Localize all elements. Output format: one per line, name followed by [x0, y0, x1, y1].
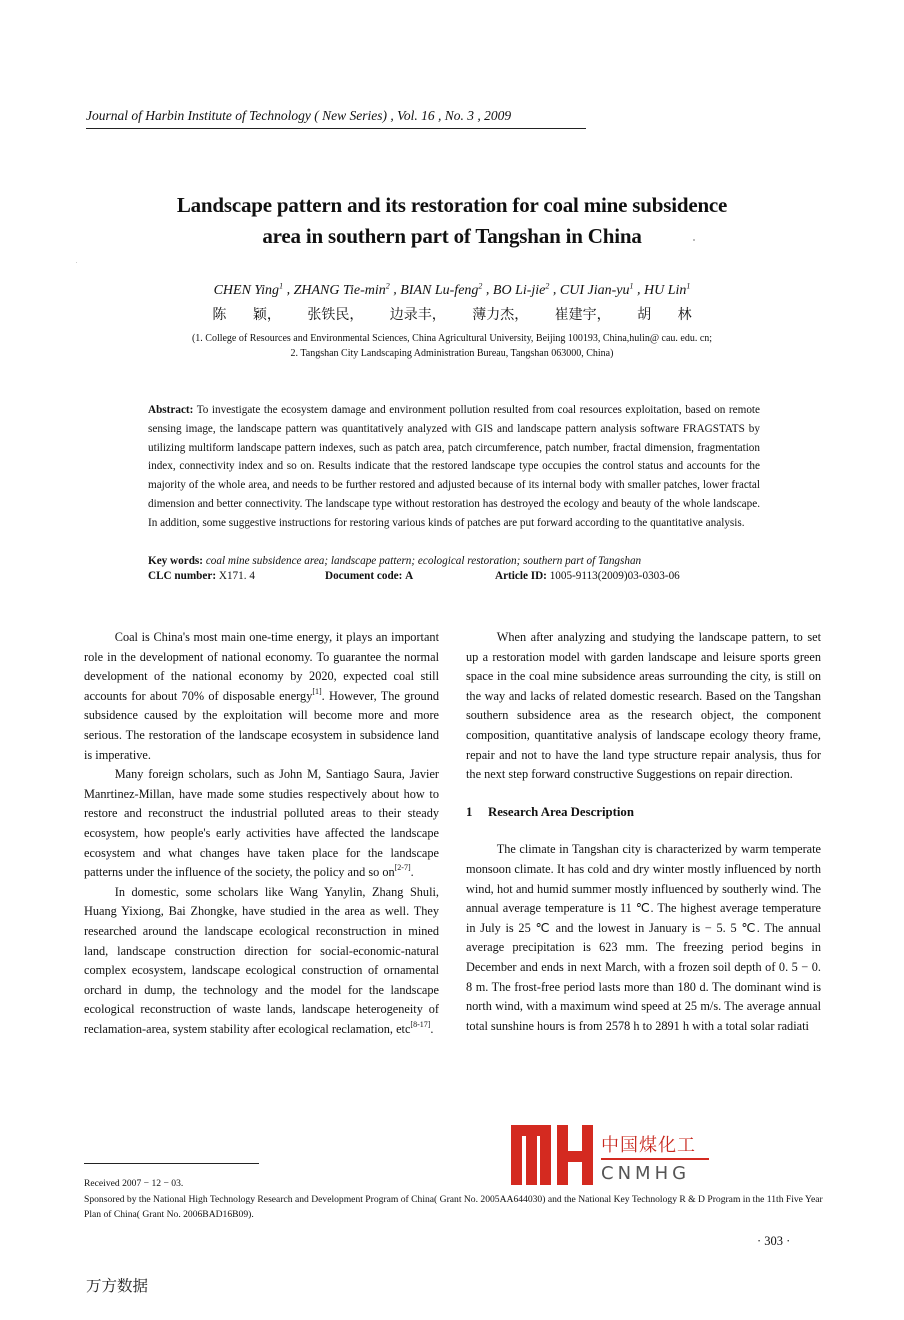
- paragraph: When after analyzing and studying the landscape pattern, to set up a restoration model with garden landscape and leisure sports green space in the coal mine subsidence areas surrounding the city, is still on the way and lacks of related domestic research. Based on the Tangshan southern subsidence area as the research object, the component composition, quantitative analysis of landscape ecology theory frame, repair and not to have the land type structure repair analysis, thus for the next step forward constructive Suggestions on repair direction.: [466, 630, 821, 782]
- author: HU Lin$^1$: [644, 281, 691, 298]
- doc-code-label: Document code: [325, 570, 399, 582]
- body-column-right: [466, 628, 821, 1036]
- abstract-text: To investigate the ecosystem damage and environment pollution resulted from coal resources exploitation, based on remote sensing image, the landscape pattern was quantitatively analyzed with GIS and landscape pattern analysis software FRAGSTATS by utilizing multiform landscape pattern indexes, such as patch area, patch circumference, patch number, fractal dimension, fragmentation index, connectivity index and so on. Results indicate that the restored landscape type occupies the control status and accounts for the majority of the whole area, and needs to be further restored and adjusted because of its internal body with smaller patches, lower fractal dimension and better connectivity. The landscape type without restoration has destroyed the ecology and beauty of the whole landscape. In addition, some suggestive instructions for restoring various kinds of patches are put forward according to the quantitative analysis.: [148, 404, 760, 529]
- author: CUI Jian-$yu^1$: [559, 281, 634, 298]
- affiliation-1: (1. College of Resources and Environmental Sciences, China Agricultural University, Beijing 100193, China,hulin@ cau. edu. cn;: [191, 333, 713, 344]
- citation: [2-7]: [394, 863, 411, 873]
- scan-artifact: [693, 239, 695, 241]
- logo-divider: [601, 1158, 709, 1160]
- article-title: [0, 190, 904, 252]
- article-id-label: Article ID: [495, 570, 544, 582]
- title-line-1: Landscape pattern and its restoration for coal mine subsidence: [176, 193, 728, 217]
- clc-value: X171. 4: [218, 570, 255, 582]
- source-watermark: 万方数据: [86, 1277, 149, 1295]
- clc-label: CLC number: [148, 570, 213, 582]
- classification-row: CLC number: X171. 4 Document code: A Article ID: 1005-9113(2009)03-0303-06: [148, 570, 680, 582]
- paragraph: In domestic, some scholars like Wang Yanylin, Zhang Shuli, Huang Yixiong, Bai Zhongke, have studied in the area as well. They researched around the landscape ecological reconstruction in mined land, landscape construction direction for social-economic-natural complex ecosystem, landscape ecological construction of ornamental orchard in dump, the technology and the model for the landscape ecological reconstruction of waste lands, landscape heterogeneity of reclamation-area, system stability after ecological reclamation, etc[8-17].: [84, 884, 439, 1036]
- journal-header: Journal of Harbin Institute of Technology ( New Series) , Vol. 16 , No. 3 , 2009: [86, 108, 512, 123]
- logo-english-text: CNMHG: [601, 1163, 691, 1184]
- author: CHEN Ying$^1$: [213, 281, 284, 298]
- scan-artifact: [76, 262, 77, 263]
- paragraph: Coal is China's most main one-time energy, it plays an important role in the development of national economy. To guarantee the normal development of the national economy by 2020, expected coal still accounts for about 70% of disposable energy[1]. However, The ground subsidence caused by the exploitation will become more and more serious. The restoration of the landscape ecosystem in subsidence land is imperative.: [84, 630, 439, 762]
- authors-english: CHEN Ying$^1$ , ZHANG Tie-$\min^2$ , BIAN Lu-feng$^2$ , BO Li-jie$^2$ , CUI Jian-$yu^1$ , HU Lin$^1$: [213, 281, 691, 298]
- title-line-2: area in southern part of Tangshan in China: [262, 224, 642, 248]
- page-number: · 303 ·: [757, 1234, 791, 1248]
- affiliation-2: 2. Tangshan City Landscaping Administration Bureau, Tangshan 063000, China): [290, 348, 614, 359]
- article-id-value: 1005-9113(2009)03-0303-06: [549, 570, 680, 582]
- authors-chinese: 陈 颖， 张铁民， 边录丰， 薄力杰， 崔建宇， 胡 林: [212, 307, 692, 323]
- section-heading: [466, 803, 821, 823]
- sponsor-note: Sponsored by the National High Technology Research and Development Program of China( Grant No. 2005AA644030) and the National Key Technology R & D Program in the 11th Five Year Plan of China( Grant No. 2006BAD16B09).: [84, 1193, 823, 1220]
- keywords: Key words: coal mine subsidence area; landscape pattern; ecological restoration; southern part of Tangshan: [148, 555, 642, 567]
- doc-code-value: A: [405, 570, 414, 582]
- section-number: 1: [466, 804, 473, 819]
- paragraph: The climate in Tangshan city is characterized by warm temperate monsoon climate. It has cold and dry winter mostly influenced by north wind, hot and humid summer mostly influenced by southerly wind. The annual average temperature is 11 ℃. The highest average temperature in July is 25 ℃ and the lowest in January is − 5. 5 ℃. The annual average precipitation is 623 mm. The freezing period begins in December and ends in next March, with a frozen soil depth of 0. 5 − 0. 8 m. The frost-free period lasts more than 180 d. The dominant wind is north wind, with a maximum wind speed at 25 m/s. The average annual total sunshine hours is from 2578 h to 2891 h with a total solar radiati: [466, 842, 821, 1033]
- author: BO Li-jie$^2$: [492, 281, 550, 298]
- keywords-label: Key words: [148, 555, 200, 567]
- author: ZHANG Tie-$\min^2$: [293, 281, 390, 298]
- section-title: Research Area Description: [488, 804, 634, 819]
- keywords-text: coal mine subsidence area; landscape pattern; ecological restoration; southern part of Tangshan: [205, 555, 642, 567]
- abstract-label: Abstract: [148, 404, 190, 416]
- received-date: Received 2007 − 12 − 03.: [84, 1178, 184, 1189]
- header-rule: [86, 128, 586, 129]
- footnote-rule: [84, 1163, 259, 1164]
- author: BIAN Lu-feng$^2$: [400, 281, 483, 298]
- paragraph: Many foreign scholars, such as John M, Santiago Saura, Javier Manrtinez-Millan, have made some studies respectively about how to restore and reconstruct the industrial polluted areas to their steady ecosystem, how people's early activities have affected the landscape ecosystem and what changes have taken place for the landscape patterns under the influence of the society, the policy and so on[2-7].: [84, 767, 439, 880]
- abstract: Abstract: To investigate the ecosystem damage and environment pollution resulted from coal resources exploitation, based on remote sensing image, the landscape pattern was quantitatively analyzed with GIS and landscape pattern analysis software FRAGSTATS by utilizing multiform landscape pattern indexes, such as patch area, patch circumference, patch number, fractal dimension, fragmentation index, connectivity index and so on. Results indicate that the restored landscape type occupies the control status and accounts for the majority of the whole area, and needs to be further restored and adjusted because of its internal body with smaller patches, lower fractal dimension and better connectivity. The landscape type without restoration has destroyed the ecology and beauty of the whole landscape. In addition, some suggestive instructions for restoring various kinds of patches are put forward according to the quantitative analysis.: [148, 404, 760, 529]
- footnotes: [84, 1176, 824, 1223]
- citation: [8-17]: [410, 1019, 431, 1029]
- logo-chinese-text: 中国煤化工: [601, 1135, 696, 1156]
- affiliations: [0, 331, 904, 361]
- citation: [1]: [312, 686, 322, 696]
- body-column-left: [84, 628, 439, 1039]
